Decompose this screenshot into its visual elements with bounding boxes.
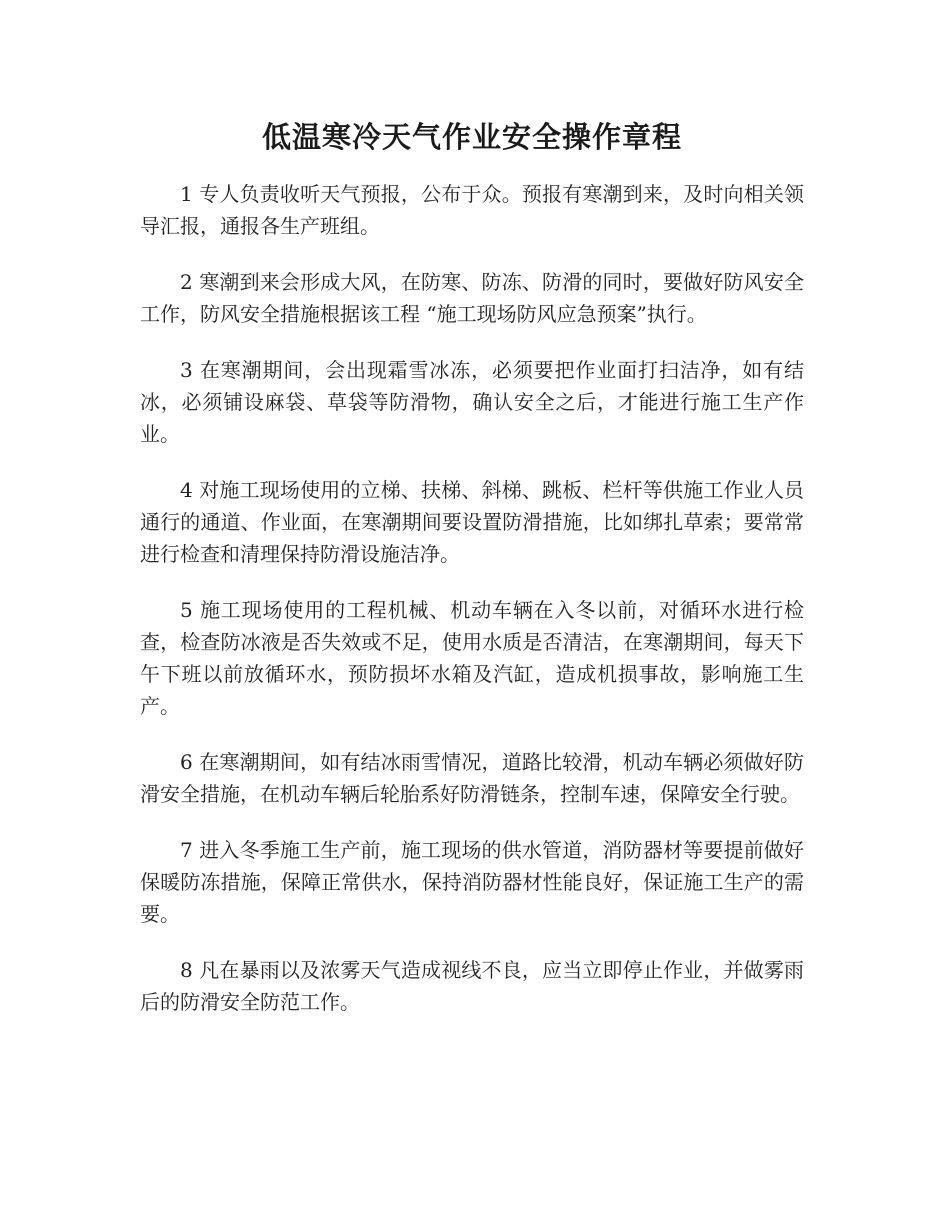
document-title: 低温寒冷天气作业安全操作章程 <box>261 120 682 154</box>
document-page <box>140 105 804 1042</box>
paragraph-6: 6 在寒潮期间，如有结冰雨雪情况，道路比较滑，机动车辆必须做好防滑安全措施，在机动车辆后轮胎系好防滑链条，控制车速，保障安全行驶。 <box>140 750 804 806</box>
paragraph-4: 4 对施工现场使用的立梯、扶梯、斜梯、跳板、栏杆等供施工作业人员通行的通道、作业面，在寒潮期间要设置防滑措施，比如绑扎草索；要常常进行检查和清理保持防滑设施洁净。 <box>140 478 804 566</box>
paragraph-7: 7 进入冬季施工生产前，施工现场的供水管道，消防器材等要提前做好保暖防冻措施，保障正常供水，保持消防器材性能良好，保证施工生产的需要。 <box>140 838 804 926</box>
paragraph-8: 8 凡在暴雨以及浓雾天气造成视线不良，应当立即停止作业，并做雾雨后的防滑安全防范工作。 <box>140 958 804 1014</box>
paragraph-3: 3 在寒潮期间，会出现霜雪冰冻，必须要把作业面打扫洁净，如有结冰，必须铺设麻袋、草袋等防滑物，确认安全之后，才能进行施工生产作业。 <box>140 358 804 446</box>
paragraph-1: 1 专人负责收听天气预报，公布于众。预报有寒潮到来，及时向相关领导汇报，通报各生产班组。 <box>140 182 804 238</box>
paragraph-5: 5 施工现场使用的工程机械、机动车辆在入冬以前，对循环水进行检查，检查防冰液是否失效或不足，使用水质是否清洁，在寒潮期间，每天下午下班以前放循环水，预防损坏水箱及汽缸，造成机损事故，影响施工生产。 <box>140 598 804 718</box>
paragraph-2: 2 寒潮到来会形成大风，在防寒、防冻、防滑的同时，要做好防风安全工作，防风安全措施根据该工程 “施工现场防风应急预案”执行。 <box>140 270 804 326</box>
